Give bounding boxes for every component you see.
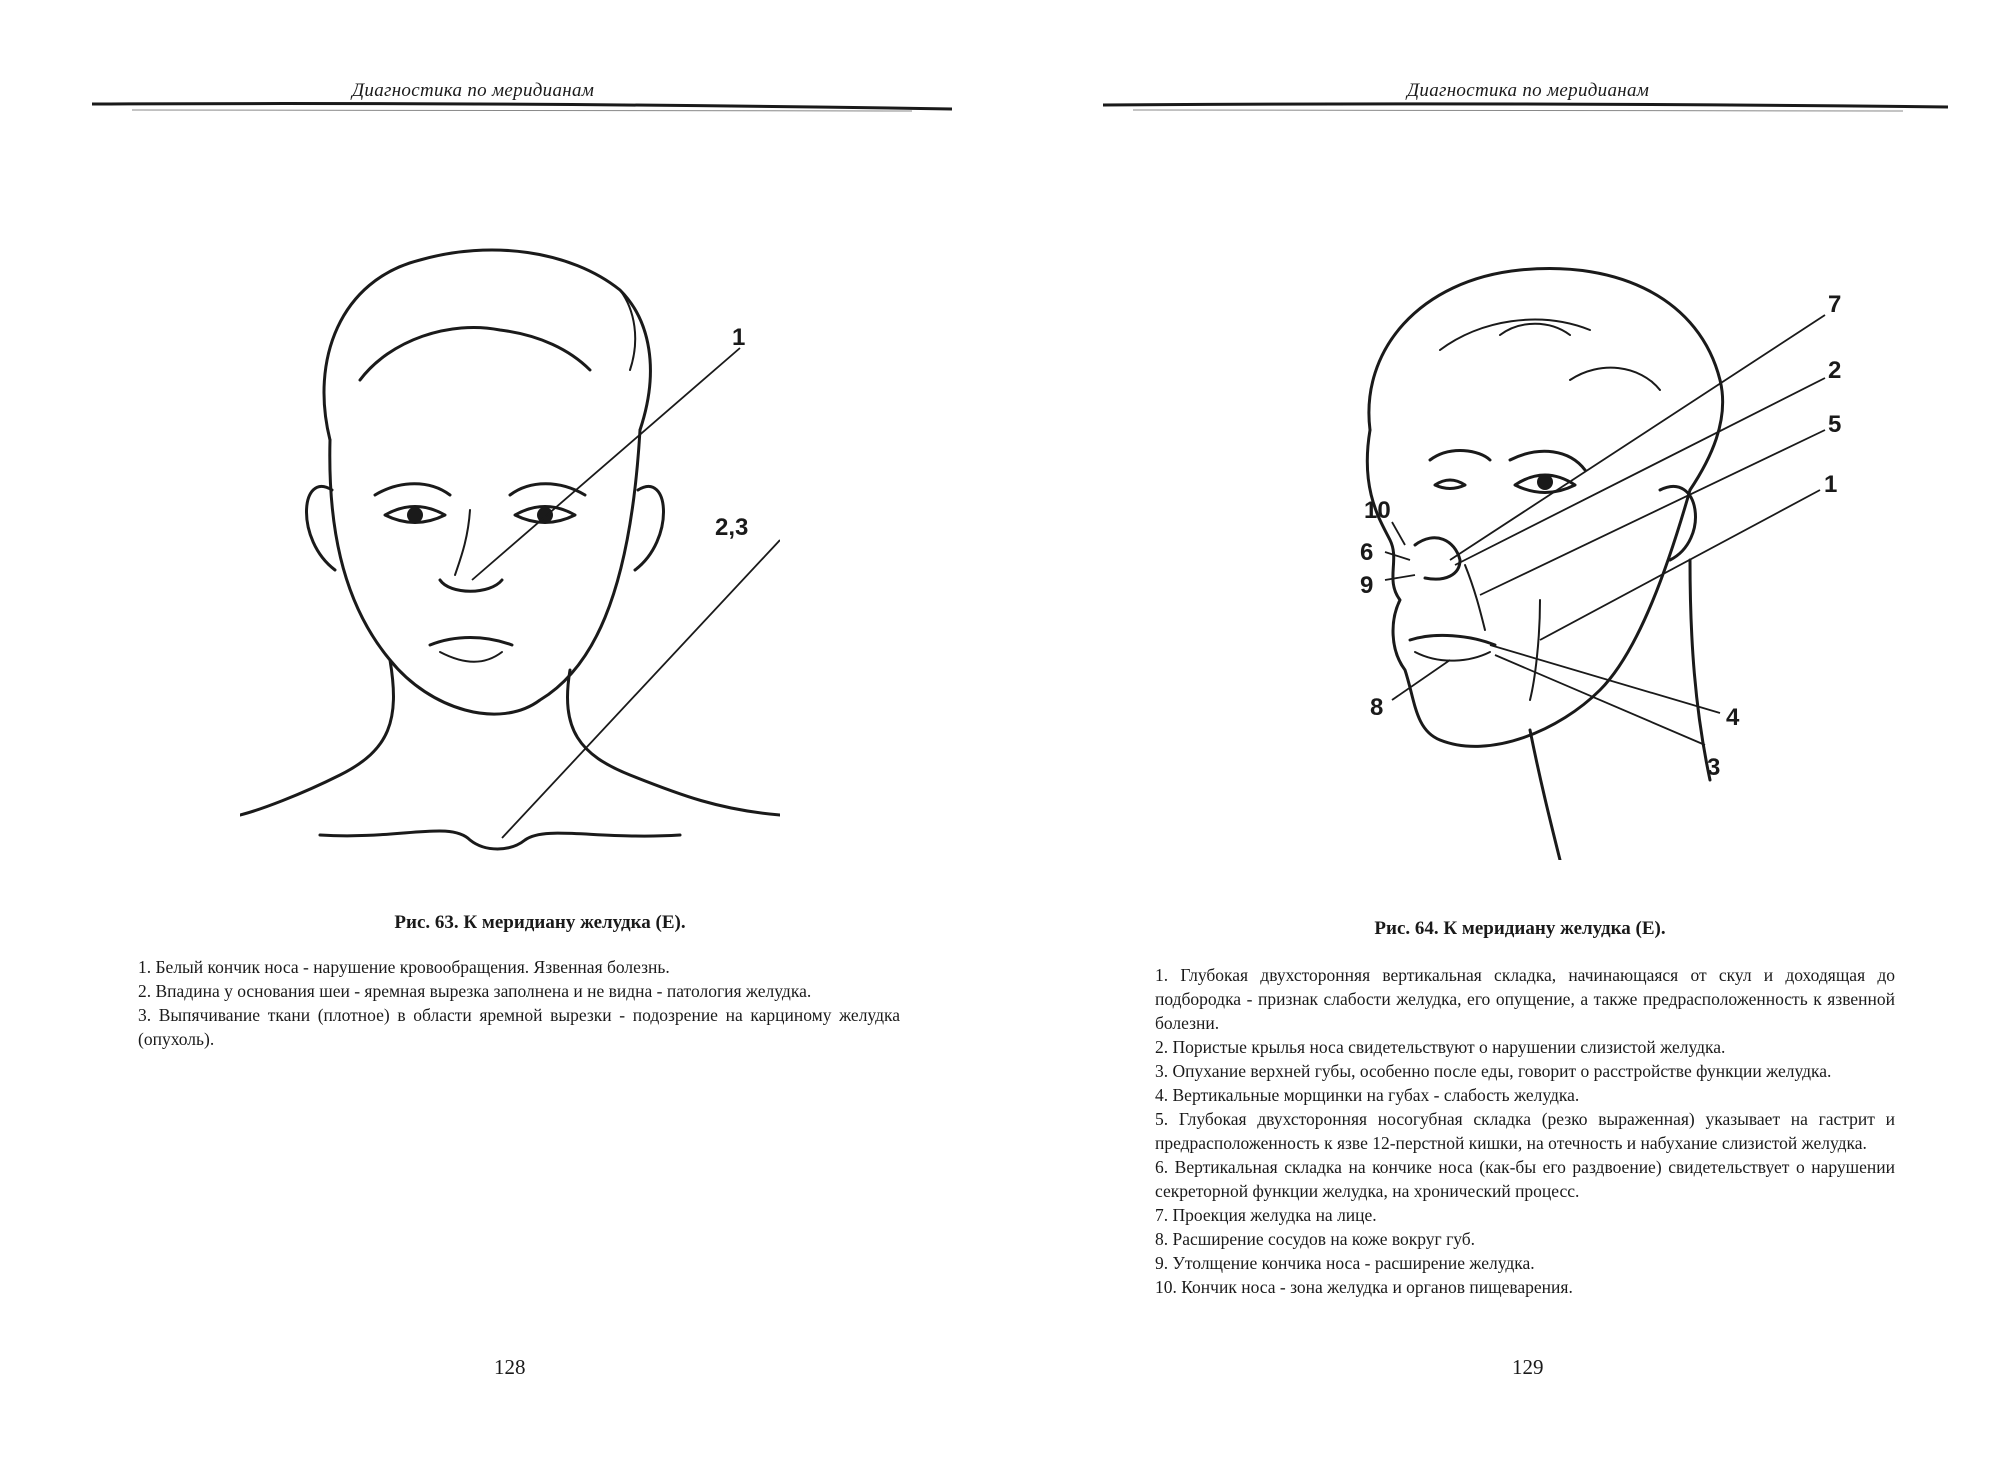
note-item: 4. Вертикальные морщинки на губах - слабость желудка. [1155,1085,1580,1105]
figure-label: 6 [1360,539,1374,566]
notes-list [138,955,900,1051]
header-rule [92,100,952,112]
running-head: Диагностика по меридианам [352,80,595,101]
page-number: 128 [494,1355,526,1379]
note-item: 2. Впадина у основания шеи - яремная вырезка заполнена и не видна - патология желудка. [138,981,812,1001]
page-number: 129 [1512,1355,1544,1379]
figure-label: 9 [1360,572,1374,599]
note-item: 2. Пористые крылья носа свидетельствуют о нарушении слизистой желудка. [1155,1037,1726,1057]
note-item: 6. Вертикальная складка на кончике носа (как-бы его раздвоение) свидетельствует о нарушении секреторной функции желудка, на хронический процесс. [1155,1157,1895,1201]
figure-front-face [240,240,780,860]
figure-label: 4 [1726,704,1740,731]
note-item: 7. Проекция желудка на лице. [1155,1205,1377,1225]
figure-label: 5 [1828,411,1842,438]
note-item: 3. Выпячивание ткани (плотное) в области яремной вырезки - подозрение на карциному желудка (опухоль). [138,1005,900,1049]
note-item: 3. Опухание верхней губы, особенно после еды, говорит о расстройстве функции желудка. [1155,1061,1832,1081]
running-head: Диагностика по меридианам [1407,80,1650,101]
note-item: 1. Глубокая двухсторонняя вертикальная складка, начинающаяся от скул и доходящая до подбородка - признак слабости желудка, его опущение, а также предрасположенность к язвенной болезни. [1155,965,1895,1033]
figure-label: 7 [1828,291,1842,318]
note-item: 5. Глубокая двухсторонняя носогубная складка (резко выраженная) указывает на гастрит и предрасположенность к язве 12-перстной кишки, на отечность и набухание слизистой желудка. [1155,1109,1895,1153]
notes-list [1155,963,1895,1299]
note-item: 1. Белый кончик носа - нарушение кровообращения. Язвенная болезнь. [138,957,670,977]
right-page [1000,0,2000,1482]
header-rule [1103,100,1948,112]
figure-label: 1 [1824,471,1838,498]
figure-caption: Рис. 64. К меридиану желудка (Е). [1374,918,1666,939]
figure-label: 1 [732,324,746,351]
note-item: 8. Расширение сосудов на коже вокруг губ. [1155,1229,1476,1249]
figure-label: 3 [1707,754,1721,781]
figure-label: 8 [1370,694,1384,721]
figure-label: 2,3 [715,514,749,541]
note-item: 10. Кончик носа - зона желудка и органов пищеварения. [1155,1277,1573,1297]
note-item: 9. Утолщение кончика носа - расширение желудка. [1155,1253,1535,1273]
figure-caption: Рис. 63. К меридиану желудка (Е). [394,912,686,933]
figure-label: 2 [1828,357,1842,384]
figure-three-quarter-face [1240,260,1860,860]
figure-label: 10 [1364,497,1391,524]
